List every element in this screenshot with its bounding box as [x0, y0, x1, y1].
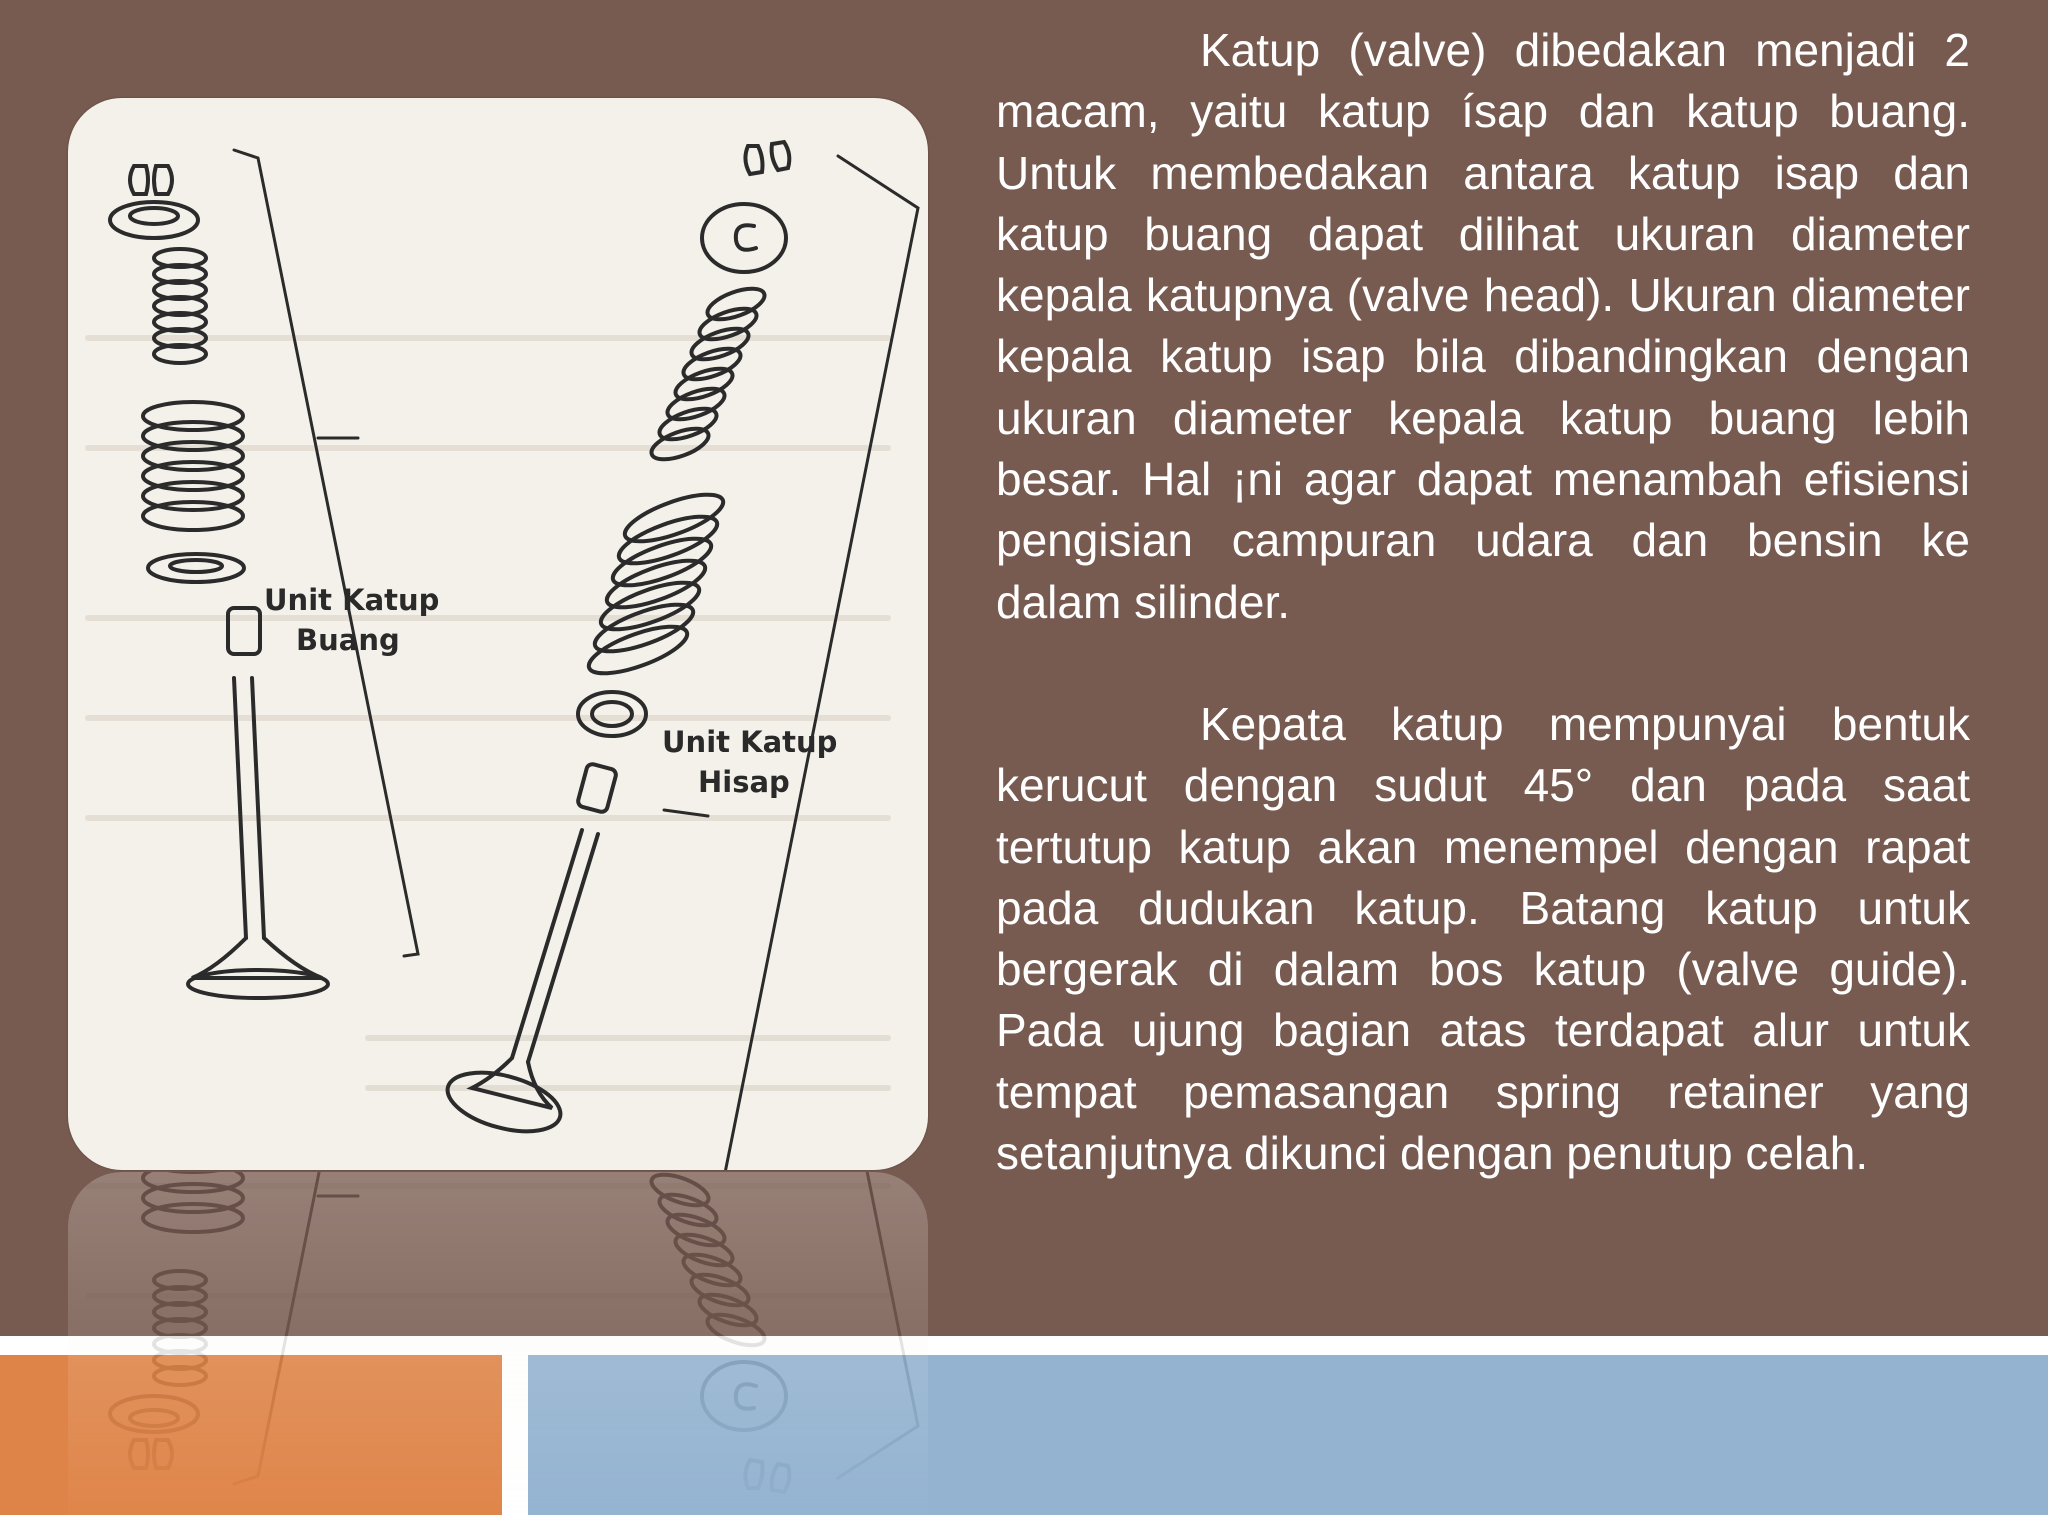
intake-lower-spring: [584, 485, 729, 683]
intake-valve-unit: [441, 142, 918, 1170]
footer-orange-bar: [0, 1355, 502, 1515]
label-intake-line1: Unit Katup: [662, 725, 838, 759]
exhaust-valve-unit: [110, 150, 418, 998]
exhaust-lower-spring: [143, 402, 243, 530]
footer-blue-bar: [528, 1355, 2048, 1515]
label-intake-line2: Hisap: [698, 765, 790, 799]
exhaust-upper-spring: [154, 249, 206, 363]
valve-diagram-image: [68, 98, 928, 1170]
diagram-artwork: [88, 142, 918, 1170]
paragraph-2: Kepata katup mempunyai bentuk kerucut dengan sudut 45° dan pada saat tertutup katup akan menempel dengan rapat pada dudukan katup. Batang katup untuk bergerak di dalam bos katup (valve guide). Pada ujung bagian atas terdapat alur untuk tempat pemasangan spring retainer yang setanjutnya dikunci dengan penutup celah.: [996, 697, 1970, 1180]
intake-upper-spring: [648, 282, 769, 465]
label-exhaust-line2: Buang: [296, 623, 400, 657]
label-exhaust-line1: Unit Katup: [264, 583, 440, 617]
paragraph-1: Katup (valve) dibedakan menjadi 2 macam, yaitu katup ísap dan katup buang. Untuk membedakan antara katup isap dan katup buang dapat dilihat ukuran diameter kepala katupnya (valve head). Ukuran diameter kepala katup isap bila dibandingkan dengan ukuran diameter kepala katup buang lebih besar. Hal ¡ni agar dapat menambah efisiensi pengisian campuran udara dan bensin ke dalam silinder.: [996, 24, 1970, 628]
body-text: [996, 20, 1970, 1184]
